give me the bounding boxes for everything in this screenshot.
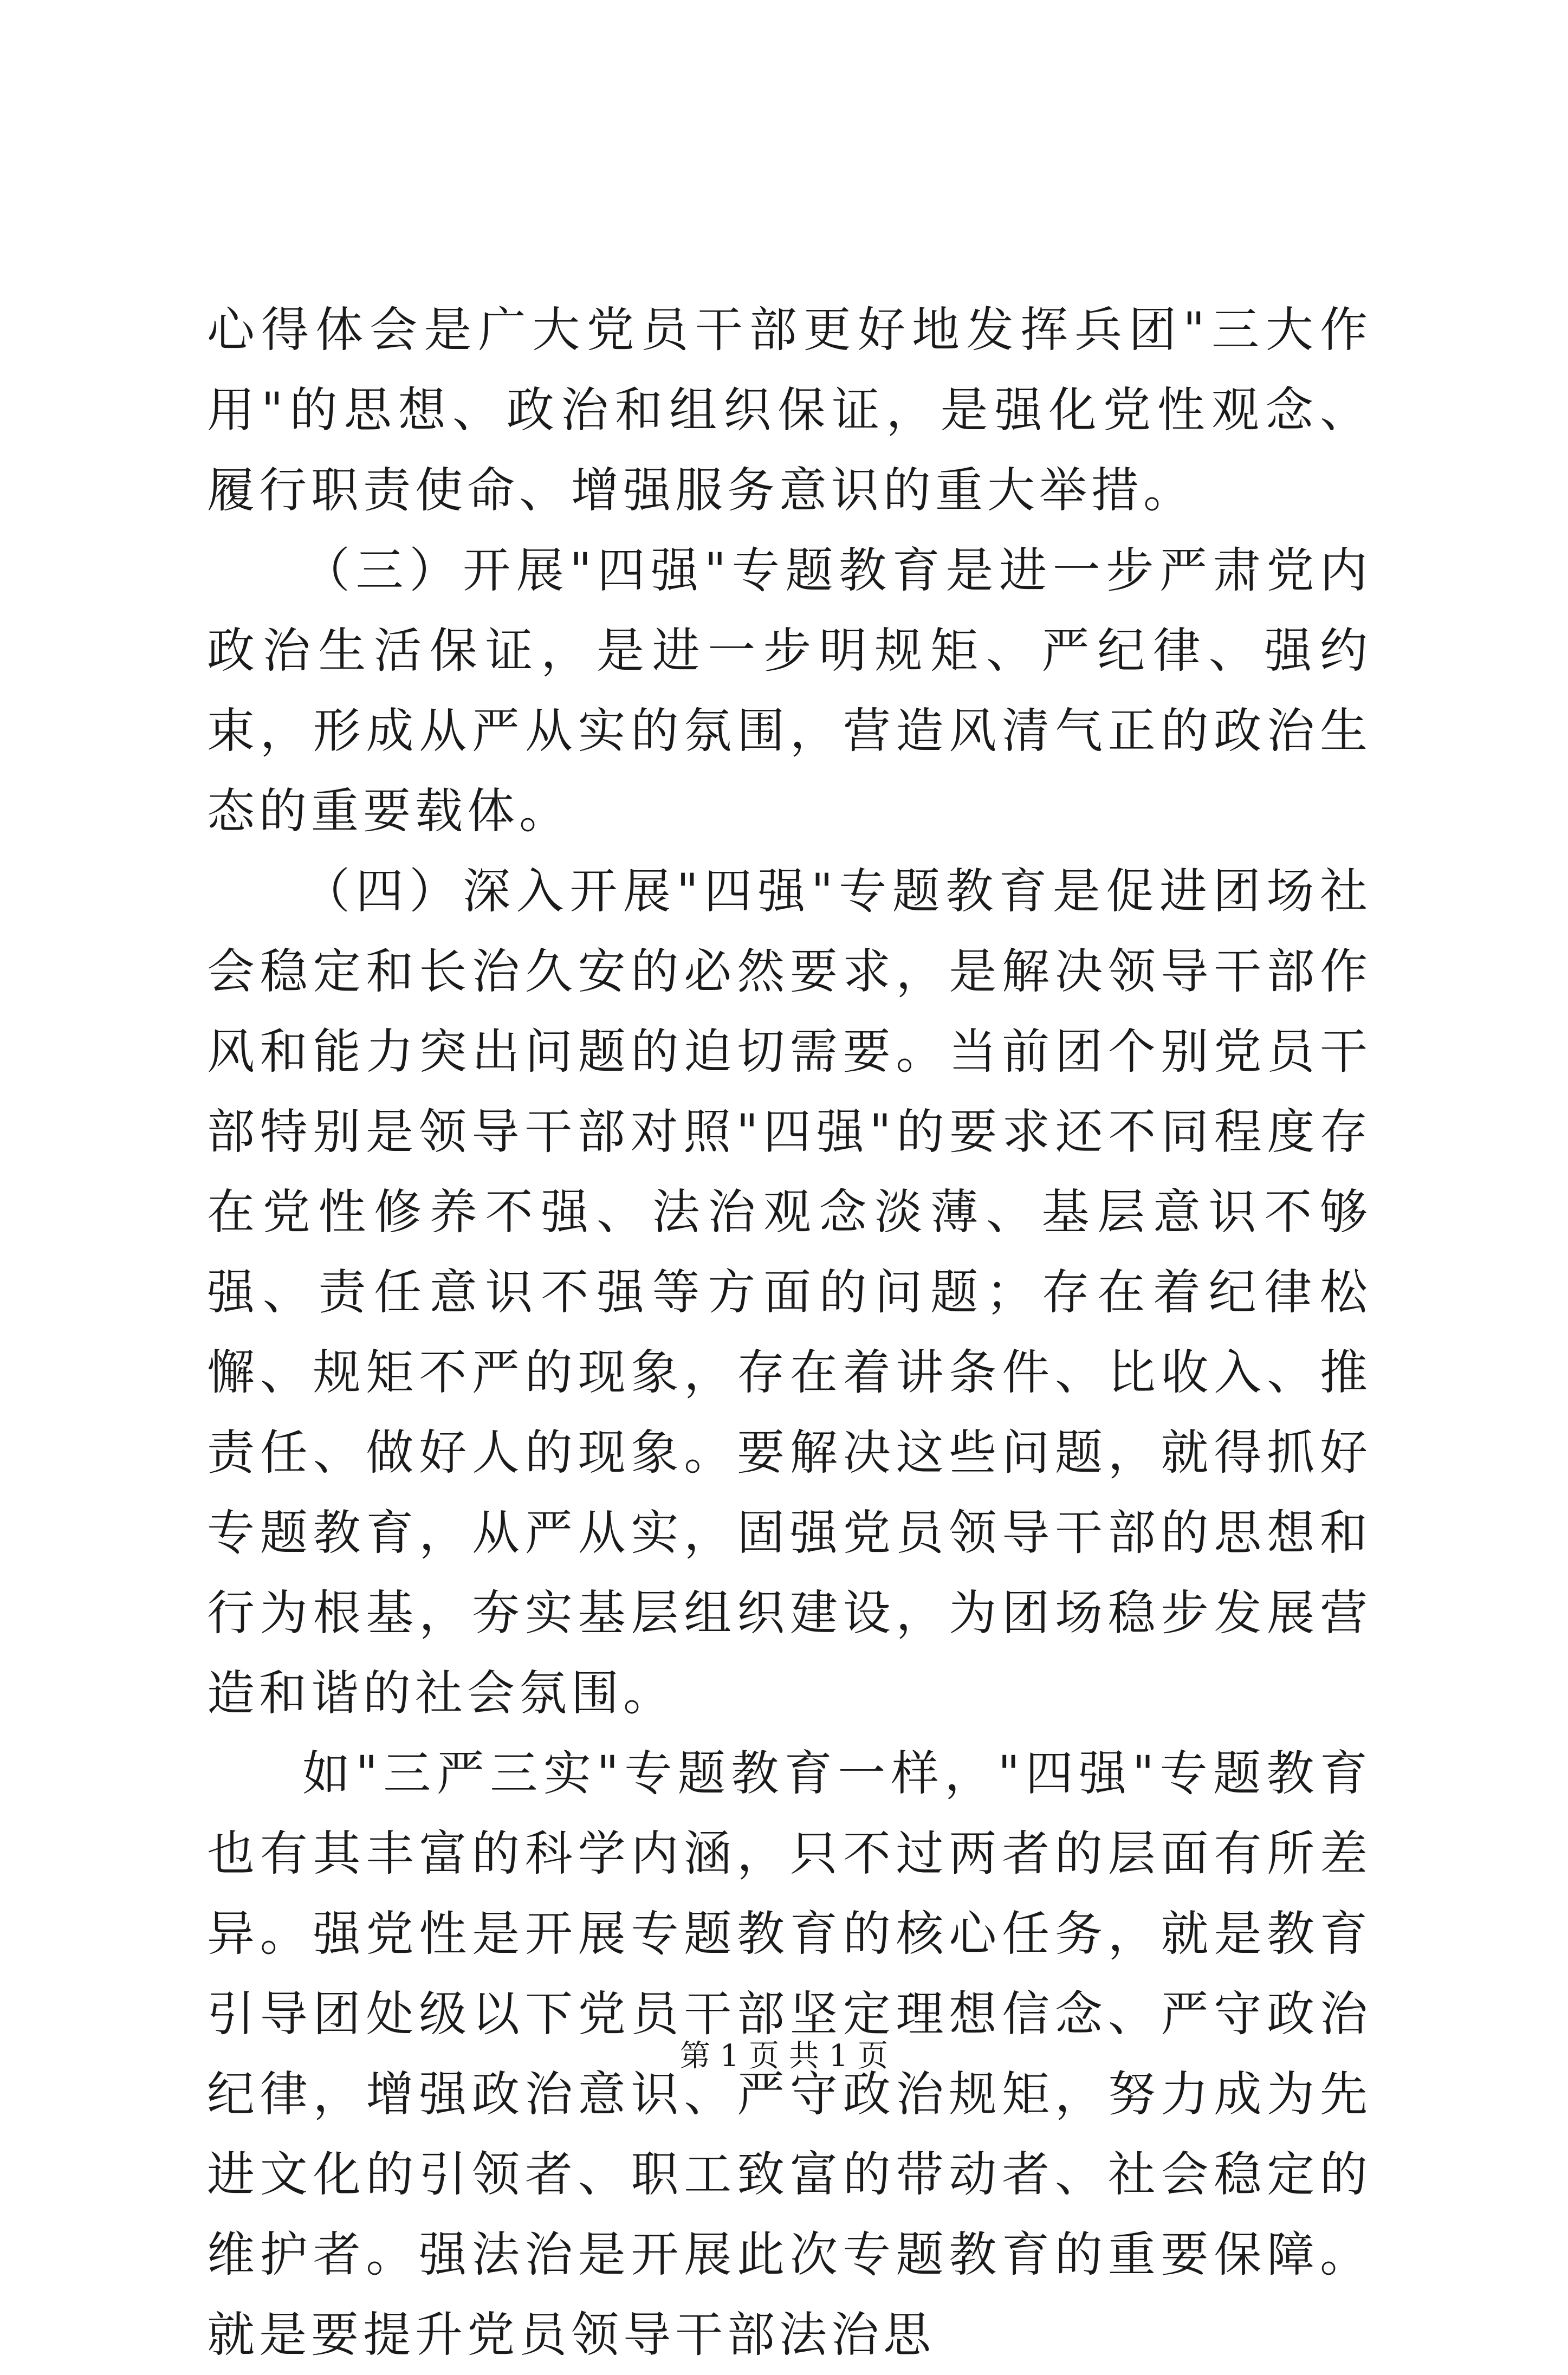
paragraph-4: 如"三严三实"专题教育一样，"四强"专题教育也有其丰富的科学内涵，只不过两者的层面有所差异。强党性是开展专题教育的核心任务，就是教育引导团处级以下党员干部坚定理想信念、严守政治纪律，增强政治意识、严守政治规矩，努力成为先进文化的引领者、职工致富的带动者、社会稳定的维护者。强法治是开展此次专题教育的重要保障。就是要提升党员领导干部法治思 [207,1745,1372,2363]
page-footer: 第 1 页 共 1 页 [679,2039,889,2074]
paragraph-3: （四）深入开展"四强"专题教育是促进团场社会稳定和长治久安的必然要求，是解决领导干部作风和能力突出问题的迫切需要。当前团个别党员干部特别是领导干部对照"四强"的要求还不同程度存在党性修养不强、法治观念淡薄、基层意识不够强、责任意识不强等方面的问题；存在着纪律松懈、规矩不严的现象，存在着讲条件、比收入、推责任、做好人的现象。要解决这些问题，就得抓好专题教育，从严从实，固强党员领导干部的思想和行为根基，夯实基层组织建设，为团场稳步发展营造和谐的社会氛围。 [207,863,1372,1721]
paragraph-1: 心得体会是广大党员干部更好地发挥兵团"三大作用"的思想、政治和组织保证，是强化党性观念、履行职责使命、增强服务意识的重大举措。 [207,302,1372,518]
paragraph-2: （三）开展"四强"专题教育是进一步严肃党内政治生活保证，是进一步明规矩、严纪律、强约束，形成从严从实的氛围，营造风清气正的政治生态的重要载体。 [207,542,1372,839]
